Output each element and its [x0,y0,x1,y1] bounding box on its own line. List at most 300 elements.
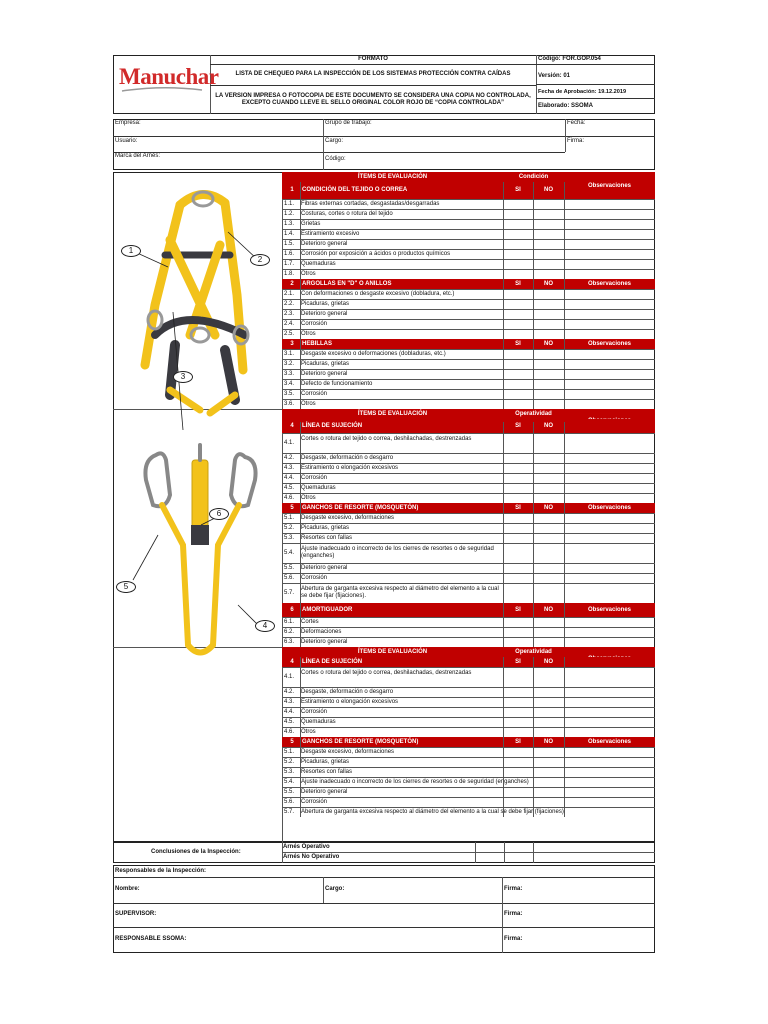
observaciones-cell[interactable] [564,513,655,523]
arnes-no-operativo-option[interactable]: Arnés No Operativo [283,854,340,860]
si-checkbox[interactable] [503,717,533,727]
no-checkbox[interactable] [533,399,564,409]
no-checkbox[interactable] [533,697,564,707]
observaciones-cell[interactable] [564,493,655,503]
observaciones-header: Observaciones [587,738,632,745]
si-header: SI [515,606,521,613]
observaciones-cell[interactable] [564,667,655,687]
no-checkbox[interactable] [533,717,564,727]
no-checkbox[interactable] [533,617,564,627]
block2-item-num: 5.4. [284,549,295,556]
no-checkbox[interactable] [533,667,564,687]
block2-item-desc: Otros [301,494,316,501]
callout-3: 3 [173,371,193,383]
si-header: SI [515,738,521,745]
no-checkbox[interactable] [533,229,564,239]
block2-item-num: 5.1. [284,514,295,521]
si-checkbox[interactable] [503,787,533,797]
observaciones-cell[interactable] [564,767,655,777]
si-checkbox[interactable] [503,563,533,573]
block1-item-num: 2.4. [284,320,295,327]
block2-item-desc: Abertura de garganta excesiva respecto al diámetro del elemento a la cual se debe fijar (fijaciones). [301,586,499,599]
no-header: NO [544,280,553,287]
observaciones-cell[interactable] [564,687,655,697]
observaciones-cell[interactable] [564,707,655,717]
observaciones-cell[interactable] [564,379,655,389]
ssoma-field[interactable]: RESPONSABLE SSOMA: [115,936,187,942]
si-checkbox[interactable] [503,513,533,523]
si-checkbox[interactable] [503,543,533,563]
callout-2: 2 [250,254,270,266]
section-title: GANCHOS DE RESORTE (MOSQUETÓN) [302,504,419,511]
responsables-title: Responsables de la Inspección: [115,868,207,874]
form-label: FORMATO [358,56,388,62]
block2-item-desc: Picaduras, grietas [301,524,350,531]
no-checkbox[interactable] [533,747,564,757]
empresa-field[interactable]: Empresa: [115,120,141,126]
no-checkbox[interactable] [533,433,564,453]
status-header-label: Operatividad [515,411,552,417]
observaciones-cell[interactable] [564,807,655,817]
block1-item-num: 1.8. [284,270,295,277]
observaciones-cell[interactable] [564,359,655,369]
no-checkbox[interactable] [533,583,564,603]
block3-item-num: 5.4. [284,778,295,785]
block3-item-num: 4.1. [284,673,295,680]
section-number: 6 [290,606,294,613]
si-checkbox[interactable] [503,757,533,767]
block1-item-desc: Deterioro general [301,310,348,317]
si-checkbox[interactable] [503,453,533,463]
no-checkbox[interactable] [533,483,564,493]
no-checkbox[interactable] [533,249,564,259]
block2-item-desc: Deterioro general [301,638,348,645]
block3-item-desc: Quemaduras [301,718,336,725]
block2-item-desc: Quemaduras [301,484,336,491]
block2-item-desc: Cortes o rotura del tejido o correa, deshilachadas, destrenzadas [301,436,472,442]
no-checkbox[interactable] [533,637,564,647]
no-header: NO [544,340,553,347]
observaciones-cell[interactable] [564,523,655,533]
block2-item-desc: Cortes [301,618,319,625]
callout-6: 6 [209,508,229,520]
section-title: ARGOLLAS EN "D" O ANILLOS [302,280,392,287]
si-checkbox[interactable] [503,379,533,389]
observaciones-cell[interactable] [564,219,655,229]
observaciones-cell[interactable] [564,463,655,473]
block1-item-desc: Deterioro general [301,240,348,247]
si-checkbox[interactable] [503,533,533,543]
section-title: CONDICIÓN DEL TEJIDO O CORREA [302,187,408,193]
block3-item-num: 4.6. [284,728,295,735]
observaciones-cell[interactable] [564,369,655,379]
nombre-field[interactable]: Nombre: [115,886,140,892]
no-checkbox[interactable] [533,787,564,797]
si-checkbox[interactable] [503,697,533,707]
block3-item-desc: Picaduras, grietas [301,758,350,765]
si-checkbox[interactable] [503,667,533,687]
block2-item-desc: Deterioro general [301,564,348,571]
no-checkbox[interactable] [533,359,564,369]
si-checkbox[interactable] [503,299,533,309]
no-checkbox[interactable] [533,627,564,637]
doc-version: Versión: 01 [538,73,571,79]
observaciones-cell[interactable] [564,269,655,279]
block3-item-desc: Corrosión [301,798,328,805]
block1-item-num: 2.2. [284,300,295,307]
si-checkbox[interactable] [503,229,533,239]
si-checkbox[interactable] [503,627,533,637]
observaciones-cell[interactable] [564,239,655,249]
section-title: HEBILLAS [302,340,332,347]
block3-item-num: 5.6. [284,798,295,805]
si-header: SI [515,280,521,287]
no-checkbox[interactable] [533,757,564,767]
block2-item-num: 5.7. [284,589,295,596]
block1-item-num: 3.4. [284,380,295,387]
codigo-field[interactable]: Código: [325,156,346,162]
si-checkbox[interactable] [503,249,533,259]
block1-item-desc: Grietas [301,220,321,227]
block1-item-desc: Otros [301,270,316,277]
block1-item-num: 1.2. [284,210,295,217]
responsables-frame [113,865,655,953]
si-checkbox[interactable] [503,687,533,697]
no-checkbox[interactable] [533,219,564,229]
si-header: SI [515,658,521,665]
items-header-label: ÍTEMS DE EVALUACIÓN [357,411,428,417]
no-checkbox[interactable] [533,453,564,463]
observaciones-cell[interactable] [564,573,655,583]
si-checkbox[interactable] [503,359,533,369]
no-checkbox[interactable] [533,379,564,389]
observaciones-cell[interactable] [564,209,655,219]
doc-approval-date: Fecha de Aprobación: 19.12.2019 [538,89,627,95]
si-checkbox[interactable] [503,199,533,209]
observaciones-cell[interactable] [564,249,655,259]
observaciones-cell[interactable] [564,483,655,493]
inspection-form [113,55,655,953]
si-checkbox[interactable] [503,369,533,379]
block1-item-desc: Otros [301,400,316,407]
section-title: LÍNEA DE SUJECIÓN [302,658,363,665]
no-checkbox[interactable] [533,329,564,339]
block1-item-num: 3.6. [284,400,295,407]
observaciones-cell[interactable] [564,617,655,627]
observaciones-cell[interactable] [564,473,655,483]
si-checkbox[interactable] [503,289,533,299]
items-header-label: ÍTEMS DE EVALUACIÓN [357,649,428,655]
block3-item-desc: Desgaste excesivo, deformaciones [301,748,395,755]
no-checkbox[interactable] [533,777,564,787]
no-checkbox[interactable] [533,269,564,279]
supervisor-firma-field[interactable]: Firma: [504,911,523,917]
observaciones-cell[interactable] [564,289,655,299]
block2-item-num: 5.3. [284,534,295,541]
firma-field[interactable]: Firma: [567,138,584,144]
no-checkbox[interactable] [533,687,564,697]
si-checkbox[interactable] [503,329,533,339]
section-number: 4 [290,658,294,665]
block2-item-desc: Resortes con fallas [301,534,353,541]
si-checkbox[interactable] [503,259,533,269]
si-header: SI [515,187,521,193]
no-checkbox[interactable] [533,543,564,563]
observaciones-cell[interactable] [564,309,655,319]
no-checkbox[interactable] [533,807,564,817]
block2-item-num: 5.6. [284,574,295,581]
si-checkbox[interactable] [503,473,533,483]
si-checkbox[interactable] [503,349,533,359]
block1-item-num: 2.1. [284,290,295,297]
si-checkbox[interactable] [503,573,533,583]
block3-item-desc: Desgaste, deformación o desgarro [301,688,394,695]
si-checkbox[interactable] [503,727,533,737]
block1-item-num: 1.7. [284,260,295,267]
si-checkbox[interactable] [503,767,533,777]
block2-item-num: 6.1. [284,618,295,625]
fecha-field[interactable]: Fecha: [567,120,586,126]
section-title: LÍNEA DE SUJECIÓN [302,422,363,429]
lanyard-callout-lines [113,425,283,675]
block3-item-num: 5.2. [284,758,295,765]
notice-line-2: EXCEPTO CUANDO LLEVE EL SELLO ORIGINAL COLOR ROJO DE “COPIA CONTROLADA” [241,100,505,106]
block2-item-num: 6.3. [284,638,295,645]
block1-item-num: 2.5. [284,330,295,337]
block1-item-num: 3.3. [284,370,295,377]
observaciones-cell[interactable] [564,727,655,737]
block1-item-desc: Corrosión [301,390,328,397]
block1-item-desc: Quemaduras [301,260,336,267]
block2-item-num: 4.2. [284,454,295,461]
section-title: GANCHOS DE RESORTE (MOSQUETÓN) [302,738,419,745]
block1-item-desc: Desgaste excesivo o deformaciones (dobladuras, etc.) [301,350,446,357]
section-number: 5 [290,738,294,745]
items-header-label: ÍTEMS DE EVALUACIÓN [357,174,428,180]
cargo-field[interactable]: Cargo: [325,138,344,144]
si-checkbox[interactable] [503,797,533,807]
no-header: NO [544,187,553,193]
block2-item-num: 5.2. [284,524,295,531]
block3-item-num: 5.1. [284,748,295,755]
no-checkbox[interactable] [533,199,564,209]
block2-item-num: 5.5. [284,564,295,571]
section-number: 3 [290,340,294,347]
observaciones-cell[interactable] [564,637,655,647]
status-header-label: Condición [518,174,549,180]
si-checkbox[interactable] [503,463,533,473]
no-checkbox[interactable] [533,349,564,359]
si-checkbox[interactable] [503,389,533,399]
status-header-label: Operatividad [515,649,552,655]
si-checkbox[interactable] [503,617,533,627]
block2-item-num: 4.1. [284,439,295,446]
no-checkbox[interactable] [533,319,564,329]
no-checkbox[interactable] [533,389,564,399]
responsable-cargo-field[interactable]: Cargo: [325,886,345,892]
observaciones-cell[interactable] [564,797,655,807]
no-checkbox[interactable] [533,563,564,573]
si-checkbox[interactable] [503,707,533,717]
si-checkbox[interactable] [503,219,533,229]
no-checkbox[interactable] [533,533,564,543]
block2-item-num: 4.6. [284,494,295,501]
block2-item-num: 4.3. [284,464,295,471]
block3-item-num: 4.4. [284,708,295,715]
si-header: SI [515,422,521,429]
observaciones-cell[interactable] [564,389,655,399]
notice-line-1: LA VERSION IMPRESA O FOTOCOPIA DE ESTE DOCUMENTO SE CONSIDERA UNA COPIA NO CONTROLADA, [215,93,531,99]
block2-item-num: 6.2. [284,628,295,635]
observaciones-cell[interactable] [564,199,655,209]
observaciones-cell[interactable] [564,399,655,409]
observaciones-cell[interactable] [564,229,655,239]
observaciones-cell[interactable] [564,583,655,603]
block2-item-desc: Deformaciones [301,628,342,635]
observaciones-cell[interactable] [564,329,655,339]
harness-callout-lines [113,172,283,422]
observaciones-cell[interactable] [564,787,655,797]
no-checkbox[interactable] [533,513,564,523]
block3-item-desc: Ajuste inadecuado o incorrecto de los cierres de resortes o de seguridad (enganches) [301,778,529,785]
block2-item-desc: Desgaste excesivo, deformaciones [301,514,395,521]
no-checkbox[interactable] [533,369,564,379]
si-checkbox[interactable] [503,483,533,493]
observaciones-cell[interactable] [564,757,655,767]
block1-item-desc: Fibras externas cortadas, desgastadas/desgarradas [301,200,440,207]
section-number: 5 [290,504,294,511]
callout-1: 1 [121,245,141,257]
arnes-operativo-option[interactable]: Arnés Operativo [283,844,330,850]
si-checkbox[interactable] [503,309,533,319]
no-checkbox[interactable] [533,727,564,737]
block2-item-num: 4.4. [284,474,295,481]
no-header: NO [544,658,553,665]
no-checkbox[interactable] [533,289,564,299]
usuario-field[interactable]: Usuario: [115,138,138,144]
si-header: SI [515,340,521,347]
no-checkbox[interactable] [533,473,564,483]
block2-item-num: 4.5. [284,484,295,491]
no-checkbox[interactable] [533,573,564,583]
no-checkbox[interactable] [533,493,564,503]
observaciones-header: Observaciones [587,606,632,613]
si-checkbox[interactable] [503,807,533,817]
no-checkbox[interactable] [533,239,564,249]
block3-item-num: 5.5. [284,788,295,795]
observaciones-cell[interactable] [564,259,655,269]
block2-item-desc: Ajuste inadecuado o incorrecto de los cierres de resortes o de seguridad (enganches) [301,546,494,559]
block2-item-desc: Estiramiento o elongación excesivos [301,464,399,471]
observaciones-cell[interactable] [564,319,655,329]
block3-item-desc: Otros [301,728,316,735]
no-checkbox[interactable] [533,209,564,219]
responsable-firma-field[interactable]: Firma: [504,886,523,892]
block3-item-desc: Resortes con fallas [301,768,353,775]
block3-item-desc: Cortes o rotura del tejido o correa, deshilachadas, destrenzadas [301,670,472,676]
si-checkbox[interactable] [503,239,533,249]
si-checkbox[interactable] [503,777,533,787]
observaciones-cell[interactable] [564,627,655,637]
block1-item-desc: Estiramiento excesivo [301,230,360,237]
no-checkbox[interactable] [533,797,564,807]
si-checkbox[interactable] [503,209,533,219]
section-number: 1 [290,187,294,193]
si-header: SI [515,504,521,511]
no-header: NO [544,606,553,613]
si-checkbox[interactable] [503,747,533,757]
observaciones-cell[interactable] [564,777,655,787]
block3-item-num: 4.2. [284,688,295,695]
si-checkbox[interactable] [503,269,533,279]
section-number: 4 [290,422,294,429]
block1-item-desc: Picaduras, grietas [301,300,350,307]
section-number: 2 [290,280,294,287]
observaciones-cell[interactable] [564,533,655,543]
block1-item-desc: Corrosión por exposición a ácidos o productos químicos [301,250,451,257]
observaciones-header: Observaciones [587,183,632,189]
observaciones-cell[interactable] [564,747,655,757]
si-checkbox[interactable] [503,433,533,453]
block1-item-num: 1.1. [284,200,295,207]
block1-item-desc: Picaduras, grietas [301,360,350,367]
block1-item-num: 1.5. [284,240,295,247]
si-checkbox[interactable] [503,583,533,603]
observaciones-cell[interactable] [564,453,655,463]
block2-item-desc: Corrosión [301,574,328,581]
ssoma-firma-field[interactable]: Firma: [504,936,523,942]
block1-item-num: 1.6. [284,250,295,257]
callout-4: 4 [255,620,275,632]
no-checkbox[interactable] [533,707,564,717]
no-checkbox[interactable] [533,299,564,309]
observaciones-cell[interactable] [564,349,655,359]
observaciones-cell[interactable] [564,299,655,309]
block2-item-desc: Corrosión [301,474,328,481]
si-checkbox[interactable] [503,637,533,647]
si-checkbox[interactable] [503,493,533,503]
doc-author: Elaborado: SSOMA [538,103,594,109]
block3-item-desc: Corrosión [301,708,328,715]
block3-item-desc: Estiramiento o elongación excesivos [301,698,399,705]
marca-field[interactable]: Marca del Arnés: [115,153,161,159]
block3-item-num: 4.5. [284,718,295,725]
no-checkbox[interactable] [533,523,564,533]
block1-item-desc: Defecto de funcionamiento [301,380,373,387]
conclusions-label: Conclusiones de la Inspección: [151,849,241,855]
block3-item-desc: Deterioro general [301,788,348,795]
no-checkbox[interactable] [533,309,564,319]
no-checkbox[interactable] [533,259,564,269]
grupo-field[interactable]: Grupo de trabajo: [325,120,372,126]
observaciones-cell[interactable] [564,433,655,453]
observaciones-cell[interactable] [564,697,655,707]
block1-item-desc: Costuras, cortes o rotura del tejido [301,210,393,217]
block1-item-num: 1.4. [284,230,295,237]
observaciones-cell[interactable] [564,543,655,563]
block1-item-desc: Corrosión [301,320,328,327]
supervisor-field[interactable]: SUPERVISOR: [115,911,157,917]
no-checkbox[interactable] [533,767,564,777]
si-checkbox[interactable] [503,523,533,533]
block1-item-num: 2.3. [284,310,295,317]
observaciones-cell[interactable] [564,563,655,573]
si-checkbox[interactable] [503,319,533,329]
observaciones-cell[interactable] [564,717,655,727]
no-checkbox[interactable] [533,463,564,473]
si-checkbox[interactable] [503,399,533,409]
block1-item-desc: Deterioro general [301,370,348,377]
